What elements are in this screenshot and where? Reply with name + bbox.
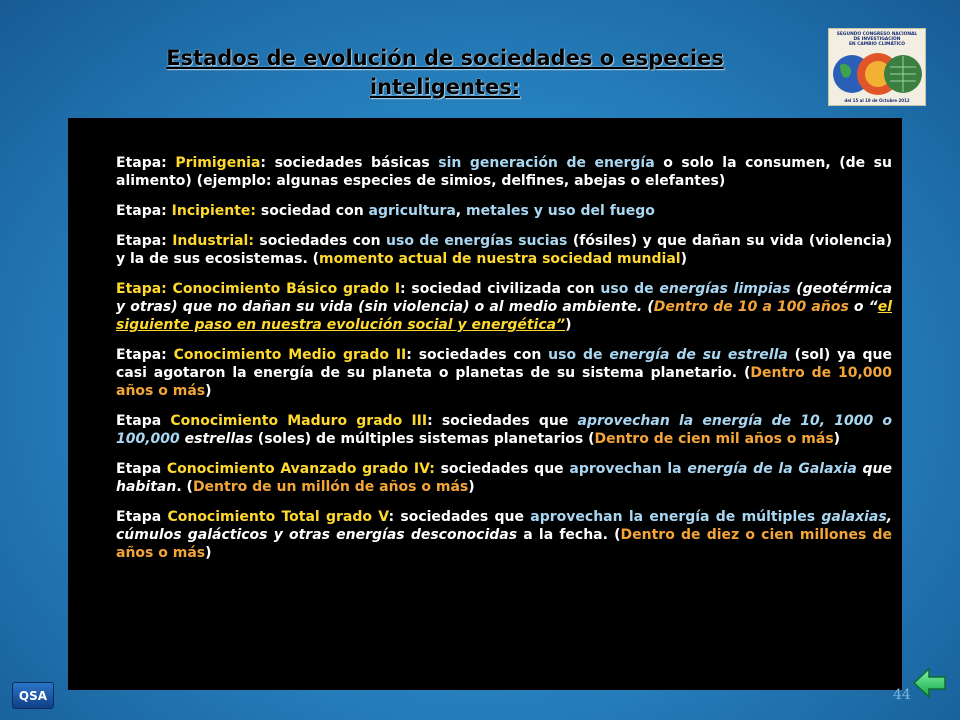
stage-paragraph xyxy=(116,412,892,448)
stage-text-segment: sociedades que xyxy=(434,461,570,477)
stage-text-segment: Incipiente: xyxy=(171,203,256,219)
stage-text-segment: sociedades con xyxy=(253,233,387,249)
stage-text-segment: ) xyxy=(565,317,572,333)
stage-text-segment: Etapa: xyxy=(116,233,173,249)
stage-text-segment: sin generación de energía xyxy=(438,155,655,171)
stage-text-segment: (fósiles) y que dañan su vida (violencia) y la de sus ecosistemas. ( xyxy=(116,233,892,267)
stage-text-segment: metales y uso del fuego xyxy=(466,203,655,219)
stage-text-segment: , xyxy=(455,203,466,219)
stage-text-segment: aprovechan la xyxy=(569,461,688,477)
stage-text-segment: Dentro de 10 a 100 años xyxy=(653,299,849,315)
stage-text-segment: ) xyxy=(680,251,687,267)
stage-text-segment: ) xyxy=(205,545,212,561)
stage-text-segment: : sociedades que xyxy=(427,413,578,429)
stage-text-segment: o “ xyxy=(848,299,878,315)
congress-logo xyxy=(828,28,926,106)
stage-text-segment: energía de la Galaxia xyxy=(687,461,857,477)
stage-paragraph xyxy=(116,202,892,220)
stage-text-segment: Conocimiento Avanzado grado IV: xyxy=(166,461,435,477)
stage-text-segment: Dentro de un millón de años o más xyxy=(192,479,469,495)
stage-text-segment: Etapa xyxy=(116,413,171,429)
stage-text-segment: que habitan xyxy=(116,461,893,495)
stage-paragraph xyxy=(116,154,892,190)
stage-text-segment: (sol) ya que casi agotaron la energía de su planeta o planetas de su sistema planetario. ( xyxy=(116,347,892,381)
stage-text-segment: (soles) de múltiples sistemas planetarios ( xyxy=(252,431,595,447)
stage-text-segment: Etapa: xyxy=(116,155,176,171)
stage-text-segment: : sociedad civilizada con xyxy=(400,281,601,297)
stage-text-segment: Dentro de diez o cien millones de años o más xyxy=(116,527,892,561)
stage-text-segment: a la fecha. ( xyxy=(517,527,621,543)
logo-date: del 15 al 19 de Octubre 2012 xyxy=(844,98,910,103)
stage-text-segment: estrellas xyxy=(179,431,253,447)
stage-text-segment: : sociedades básicas xyxy=(260,155,439,171)
stage-paragraph xyxy=(116,346,892,400)
stage-text-segment: ) xyxy=(833,431,841,447)
stage-text-segment: aprovechan la energía de múltiples xyxy=(530,509,822,525)
stage-text-segment: aprovechan la energía de 10, 1000 o 100,000 xyxy=(116,413,893,447)
stage-text-segment: momento actual de nuestra sociedad mundial xyxy=(319,251,681,267)
stage-text-segment: Etapa: xyxy=(116,347,174,363)
stage-paragraph xyxy=(116,232,892,268)
stage-text-segment: uso de xyxy=(548,347,610,363)
stage-text-segment: Etapa: Conocimiento Básico grado I xyxy=(116,281,401,297)
stage-text-segment: Dentro de cien mil años o más xyxy=(594,431,834,447)
stage-text-segment: o solo la consumen, (de su alimento) (ejemplo: algunas especies de simios, delfines, abejas o elefantes) xyxy=(116,155,892,189)
logo-title: SEGUNDO CONGRESO NACIONAL DE INVESTIGACIÓN EN CAMBIO CLIMÁTICO xyxy=(836,32,918,48)
stage-text-segment: Industrial: xyxy=(172,233,254,249)
stage-text-segment: agricultura xyxy=(368,203,456,219)
globe-emblem-icon xyxy=(832,51,924,97)
stage-text-segment: Conocimiento Medio grado II xyxy=(173,347,407,363)
stage-text-segment: energías limpias xyxy=(659,281,791,297)
stage-paragraph xyxy=(116,280,892,334)
page-number: 44 xyxy=(893,687,911,703)
stage-text-segment: sociedad con xyxy=(256,203,369,219)
stage-text-segment: uso de energías sucias xyxy=(386,233,568,249)
slide-title: Estados de evolución de sociedades o especies inteligentes: xyxy=(166,46,724,99)
stage-text-segment: Conocimiento Maduro grado III xyxy=(170,413,428,429)
stage-text-segment: el siguiente paso en nuestra evolución social y energética” xyxy=(116,299,892,333)
stage-text-segment: uso de xyxy=(600,281,660,297)
stage-paragraph xyxy=(116,508,892,562)
stage-text-segment: Dentro de 10,000 años o más xyxy=(116,365,892,399)
stage-text-segment: (geotérmica y otras) que no dañan su vida (sin violencia) o al medio ambiente. ( xyxy=(116,281,893,315)
stage-text-segment: , cúmulos galácticos y otras energías desconocidas xyxy=(116,509,893,543)
stage-text-segment: Conocimiento Total grado V xyxy=(167,509,389,525)
stage-text-segment: ) xyxy=(468,479,475,495)
stage-text-segment: : sociedades que xyxy=(388,509,531,525)
stage-text-segment: : sociedades con xyxy=(406,347,549,363)
stage-text-segment: Etapa: xyxy=(116,203,172,219)
stage-text-segment: Primigenia xyxy=(175,155,261,171)
stage-text-segment: . ( xyxy=(176,479,193,495)
qsa-button[interactable]: QSA xyxy=(12,682,54,709)
stage-text-segment: Etapa xyxy=(116,461,167,477)
stage-text-segment: energía de su estrella xyxy=(609,347,788,363)
stage-paragraph xyxy=(116,460,892,496)
stage-text-segment: ) xyxy=(205,383,212,399)
stage-text-segment: galaxias xyxy=(821,509,887,525)
back-arrow-icon[interactable] xyxy=(912,666,948,700)
stage-text-segment: Etapa xyxy=(116,509,168,525)
stages-panel xyxy=(68,118,902,690)
